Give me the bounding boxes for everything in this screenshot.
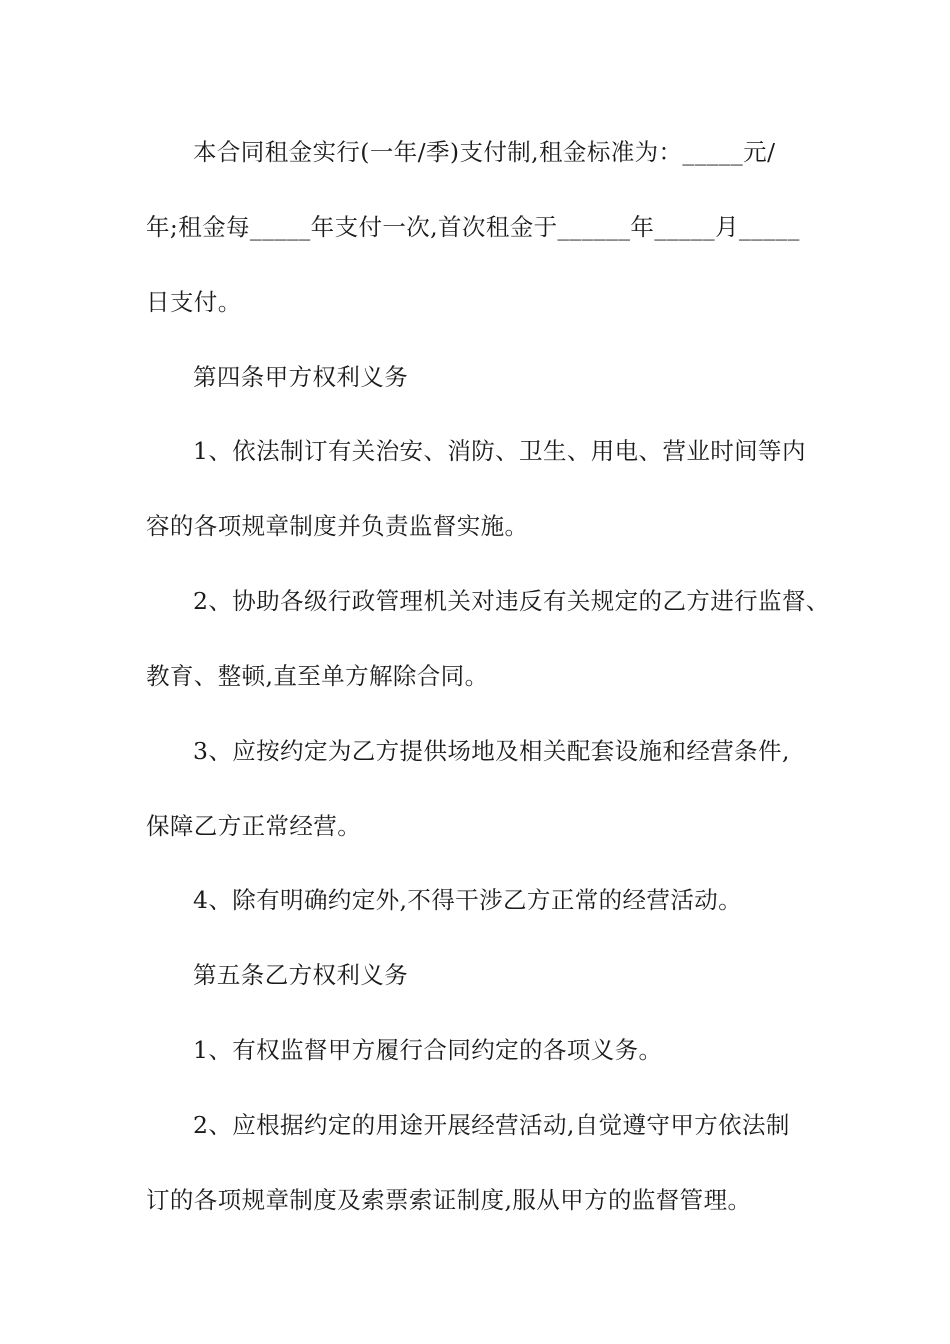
party-a-item-3-line-1: 3、应按约定为乙方提供场地及相关配套设施和经营条件, (193, 737, 790, 765)
party-a-item-3-line-2: 保障乙方正常经营。 (146, 812, 362, 840)
party-b-item-2-line-2: 订的各项规章制度及索票索证制度,服从甲方的监督管理。 (146, 1186, 752, 1214)
party-a-item-4: 4、除有明确约定外,不得干涉乙方正常的经营活动。 (193, 886, 743, 914)
party-a-item-2-line-2: 教育、整顿,直至单方解除合同。 (146, 662, 489, 690)
article-four-heading: 第四条甲方权利义务 (193, 363, 409, 391)
rent-payment-paragraph-line-3: 日支付。 (146, 288, 242, 316)
party-a-item-2-line-1: 2、协助各级行政管理机关对违反有关规定的乙方进行监督、 (193, 587, 830, 615)
rent-payment-paragraph-line-1: 本合同租金实行(一年/季)支付制,租金标准为：_____元/ (193, 138, 776, 166)
party-a-item-1-line-2: 容的各项规章制度并负责监督实施。 (146, 512, 529, 540)
party-a-item-1-line-1: 1、依法制订有关治安、消防、卫生、用电、营业时间等内 (193, 437, 806, 465)
rent-payment-paragraph-line-2: 年;租金每_____年支付一次,首次租金于______年_____月_____ (146, 213, 800, 241)
party-b-item-1: 1、有权监督甲方履行合同约定的各项义务。 (193, 1036, 663, 1064)
article-five-heading: 第五条乙方权利义务 (193, 961, 409, 989)
party-b-item-2-line-1: 2、应根据约定的用途开展经营活动,自觉遵守甲方依法制 (193, 1111, 790, 1139)
